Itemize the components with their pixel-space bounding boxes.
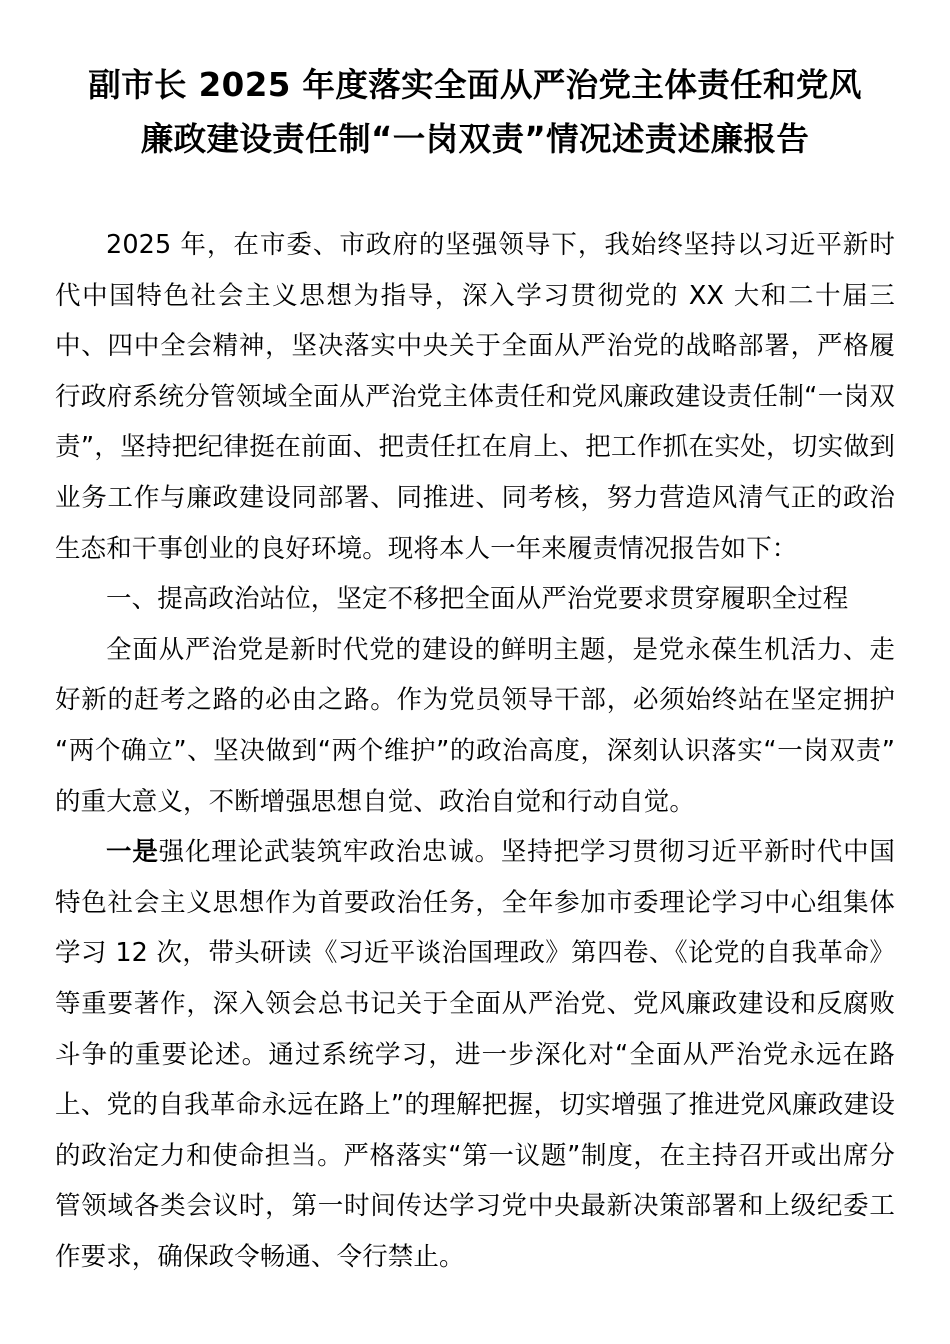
document-body <box>55 0 895 1282</box>
paragraph-point-1-text: 强化理论武装筑牢政治忠诚。坚持把学习贯彻习近平新时代中国特色社会主义思想作为首要政治任务，全年参加市委理论学习中心组集体学习 12 次，带头研读《习近平谈治国理政》第四卷、《论党的自我革命》等重要著作，深入领会总书记关于全面从严治党、党风廉政建设和反腐败斗争的重要论述。通过系统学习，进一步深化对“全面从严治党永远在路上、党的自我革命永远在路上”的理解把握，切实增强了推进党风廉政建设的政治定力和使命担当。严格落实“第一议题”制度，在主持召开或出席分管领域各类会议时，第一时间传达学习党中央最新决策部署和上级纪委工作要求，确保政令畅通、令行禁止。 <box>55 837 895 1272</box>
page-title <box>55 0 895 166</box>
paragraph-opening: 2025 年，在市委、市政府的坚强领导下，我始终坚持以习近平新时代中国特色社会主义思想为指导，深入学习贯彻党的 XX 大和二十届三中、四中全会精神，坚决落实中央关于全面从严治党的战略部署，严格履行政府系统分管领域全面从严治党主体责任和党风廉政建设责任制“一岗双责”，坚持把纪律挺在前面、把责任扛在肩上、把工作抓在实处，切实做到业务工作与廉政建设同部署、同推进、同考核，努力营造风清气正的政治生态和干事创业的良好环境。现将本人一年来履责情况报告如下： <box>55 230 895 564</box>
paragraph-section-1-intro: 全面从严治党是新时代党的建设的鲜明主题，是党永葆生机活力、走好新的赶考之路的必由之路。作为党员领导干部，必须始终站在坚定拥护“两个确立”、坚决做到“两个维护”的政治高度，深刻认识落实“一岗双责”的重大意义，不断增强思想自觉、政治自觉和行动自觉。 <box>55 634 895 817</box>
title-body-spacer <box>55 166 895 220</box>
paragraph-point-1-lead: 一是 <box>106 837 159 868</box>
page-title-line-1: 副市长 2025 年度落实全面从严治党主体责任和党风 <box>88 66 862 104</box>
page-title-line-2: 廉政建设责任制“一岗双责”情况述责述廉报告 <box>140 120 810 158</box>
section-heading-1: 一、提高政治站位，坚定不移把全面从严治党要求贯穿履职全过程 <box>106 584 849 615</box>
paragraph-point-1 <box>55 827 895 1282</box>
